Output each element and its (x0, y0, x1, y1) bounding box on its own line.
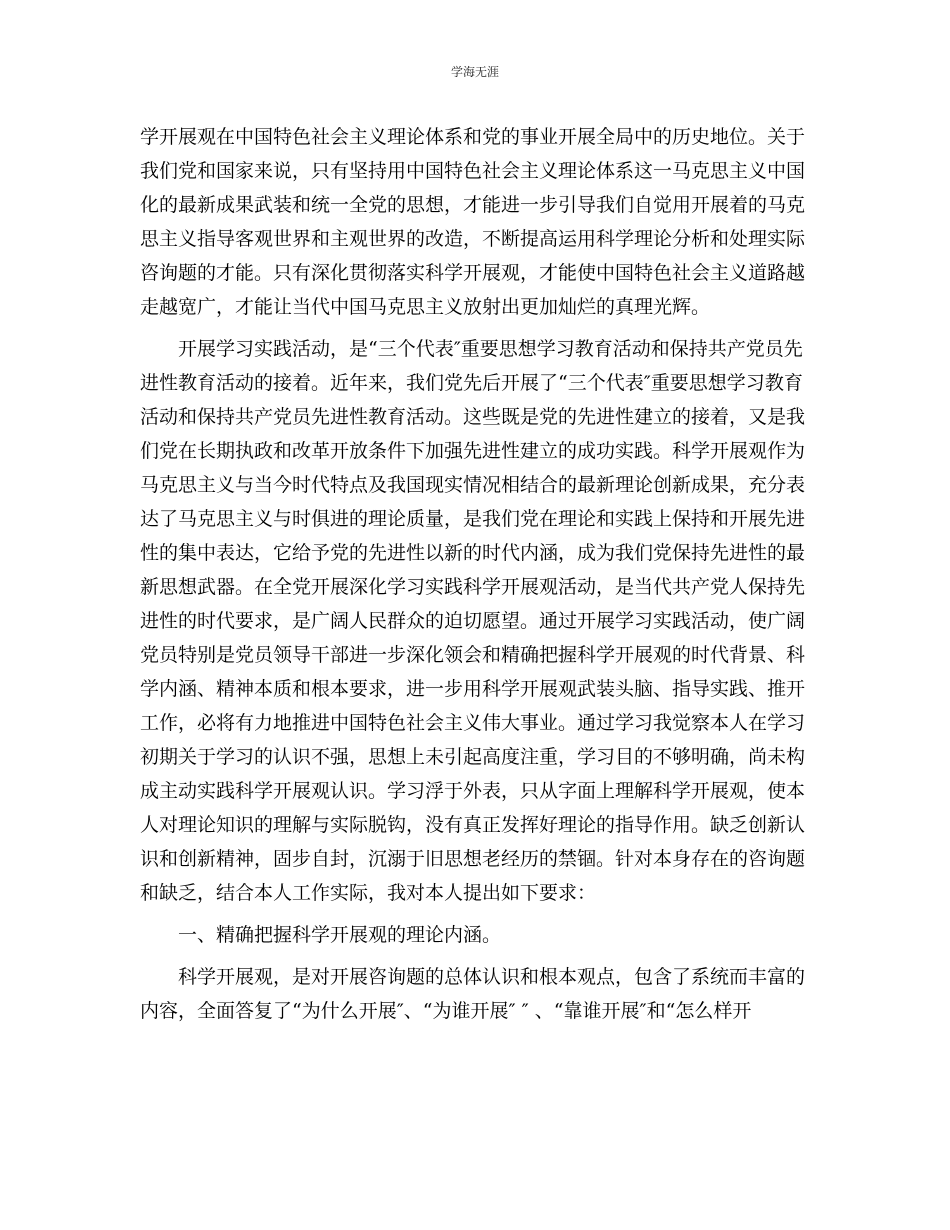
text-line: 思主义指导客观世界和主观世界的改造，不断提高运用科学理论分析和处理实际 (140, 228, 806, 250)
text-line: 新思想武器。在全党开展深化学习实践科学开展观活动，是当代共产党人保持先 (140, 576, 806, 598)
text-line: 人对理论知识的理解与实际脱钩，没有真正发挥好理论的指导作用。缺乏创新认 (140, 814, 806, 836)
text-line: 初期关于学习的认识不强，思想上未引起高度注重，学习目的不够明确，尚未构 (140, 746, 806, 768)
text-line: 进性的时代要求，是广阔人民群众的迫切愿望。通过开展学习实践活动，使广阔 (140, 610, 806, 632)
text-line: 内容，全面答复了“为什么开展″、“为谁开展″ ″ 、“靠谁开展″和“怎么样开 (140, 1000, 752, 1022)
text-line: 化的最新成果武装和统一全党的思想，才能进一步引导我们自觉用开展着的马克 (140, 194, 806, 216)
text-line: 学开展观在中国特色社会主义理论体系和党的事业开展全局中的历史地位。关于 (140, 126, 806, 148)
text-line: 咨询题的才能。只有深化贯彻落实科学开展观，才能使中国特色社会主义道路越 (140, 262, 806, 284)
text-line: 科学开展观，是对开展咨询题的总体认识和根本观点，包含了系统而丰富的 (178, 966, 806, 988)
document-body (140, 120, 810, 1028)
text-line: 马克思主义与当今时代特点及我国现实情况相结合的最新理论创新成果，充分表 (140, 474, 806, 496)
text-line: 一、精确把握科学开展观的理论内涵。 (178, 924, 502, 946)
text-line: 达了马克思主义与时俱进的理论质量，是我们党在理论和实践上保持和开展先进 (140, 508, 806, 530)
text-line: 学内涵、精神本质和根本要求，进一步用科学开展观武装头脑、指导实践、推开 (140, 678, 806, 700)
text-line: 活动和保持共产党员先进性教育活动。这些既是党的先进性建立的接着，又是我 (140, 406, 806, 428)
text-line: 党员特别是党员领导干部进一步深化领会和精确把握科学开展观的时代背景、科 (140, 644, 806, 666)
text-line: 性的集中表达，它给予党的先进性以新的时代内涵，成为我们党保持先进性的最 (140, 542, 806, 564)
paragraph-2 (140, 332, 810, 910)
text-line: 工作，必将有力地推进中国特色社会主义伟大事业。通过学习我觉察本人在学习 (140, 712, 806, 734)
text-line: 成主动实践科学开展观认识。学习浮于外表，只从字面上理解科学开展观，使本 (140, 780, 806, 802)
section-heading (140, 918, 810, 952)
text-line: 和缺乏，结合本人工作实际，我对本人提出如下要求： (140, 882, 597, 904)
text-line: 进性教育活动的接着。近年来，我们党先后开展了“三个代表″重要思想学习教育 (140, 372, 803, 394)
page-header: 学海无涯 (450, 65, 499, 79)
paragraph-1 (140, 120, 810, 324)
paragraph-4 (140, 960, 810, 1028)
text-line: 开展学习实践活动，是“三个代表″重要思想学习教育活动和保持共产党员先 (178, 338, 803, 360)
text-line: 识和创新精神，固步自封，沉溺于旧思想老经历的禁锢。针对本身存在的咨询题 (140, 848, 806, 870)
text-line: 我们党和国家来说，只有坚持用中国特色社会主义理论体系这一马克思主义中国 (140, 160, 806, 182)
text-line: 走越宽广，才能让当代中国马克思主义放射出更加灿烂的真理光辉。 (140, 296, 711, 318)
text-line: 们党在长期执政和改革开放条件下加强先进性建立的成功实践。科学开展观作为 (140, 440, 806, 462)
